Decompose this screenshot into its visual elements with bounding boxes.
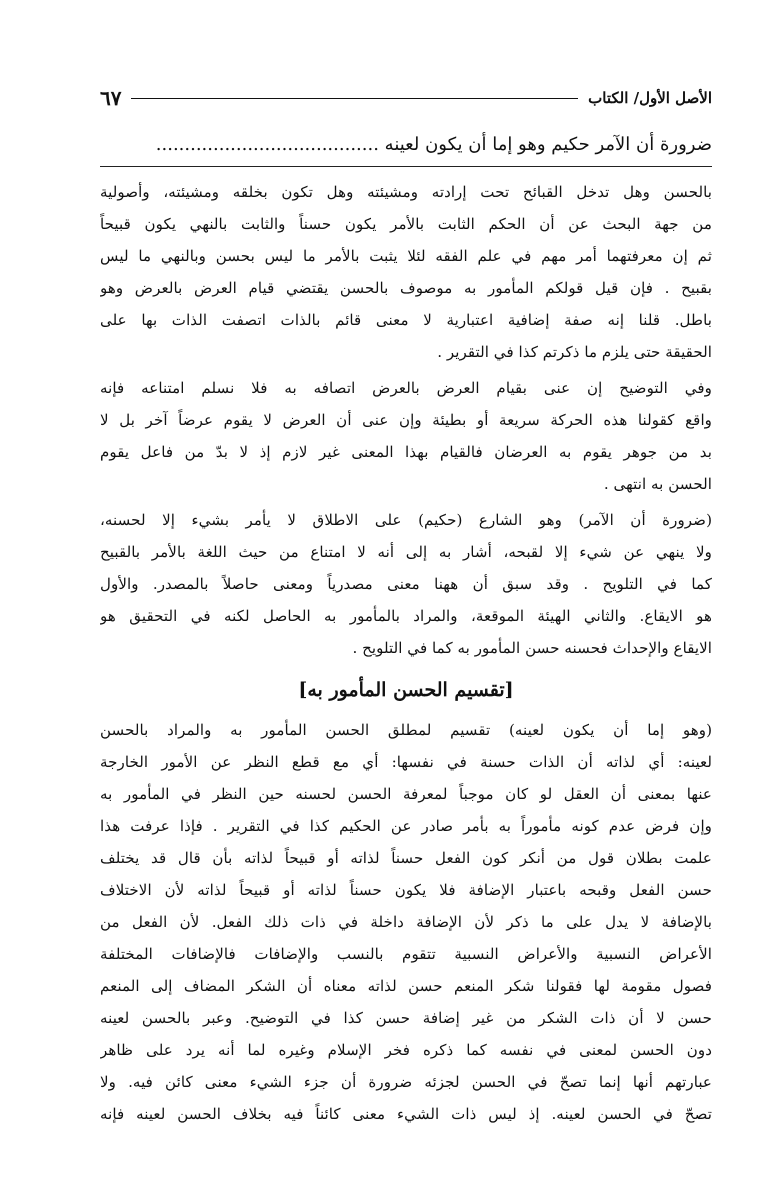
text-line: واقع كقولنا هذه الحركة سريعة أو بطيئة وإن عنى أن العرض لا يقوم عرضاً آخر بل لا: [100, 411, 712, 429]
text-line: بالإضافة لا يدل على ما ذكر لأن الإضافة داخلة في ذات ذلك الفعل. لأن الفعل من: [100, 913, 712, 931]
page-number: ٦٧: [100, 86, 122, 110]
text-line: هو الايقاع. والثاني الهيئة الموقعة، والمراد بالمأمور به الحاصل لكنه في التحقيق هو: [100, 607, 712, 625]
text-line: دون الحسن لمعنى في نفسه كما ذكره فخر الإسلام وغيره لما أنه يرد على ظاهر: [100, 1041, 712, 1059]
text-line: بد من جوهر يقوم به العرضان فالقيام بهذا المعنى غير لازم إذ لا بدّ من فاعل يقوم: [100, 443, 712, 461]
separator-rule: [100, 166, 712, 167]
text-line: بالحسن وهل تدخل القبائح تحت إرادته ومشيئته وهل تكون بخلقه ومشيئته، وأصولية: [100, 183, 712, 201]
text-line: ثم إن معرفتهما أمر مهم في علم الفقه لئلا يثبت بالأمر ما ليس بحسن وبالنهي ما ليس: [100, 247, 712, 265]
text-line: (ضرورة أن الآمر) وهو الشارع (حكيم) على الاطلاق لا يأمر بشيء إلا لحسنه،: [100, 511, 712, 529]
text-line: تصحّ في الحسن لعينه. إذ ليس ذات الشيء معنى كائناً فيه بخلاف الحسن لعينه فإنه: [100, 1105, 712, 1123]
text-line: ولا ينهي عن شيء إلا لقبحه، أشار به إلى أنه لا امتناع من حيث اللغة بالأمر بالقبيح: [100, 543, 712, 561]
matn-text: ضرورة أن الآمر حكيم وهو إما أن يكون لعينه: [384, 134, 712, 155]
text-line: حسن لا أن ذات الشكر من غير إضافة حسن كذا في التوضيح. وعبر بالحسن لعينه: [100, 1009, 712, 1027]
section-heading: [تقسيم الحسن المأمور به]: [298, 679, 514, 701]
text-line: الايقاع والإحداث فحسنه حسن المأمور به كما في التلويح .: [352, 639, 712, 657]
text-line: حسن الفعل وقبحه باعتبار الإضافة فلا يكون حسناً لذاته أو قبيحاً لذاته لأن الاختلاف: [100, 881, 712, 899]
header-rule: [131, 98, 578, 99]
commentary-body: [100, 176, 712, 1134]
running-header: [100, 84, 712, 112]
text-line: باطل. قلنا إنه صفة إضافية اعتبارية لا معنى قائم بالذات اتصفت الذات بها على: [100, 311, 712, 329]
text-line: كما في التلويح . وقد سبق أن ههنا معنى مصدرياً ومعنى حاصلاً بالمصدر. والأول: [100, 575, 712, 593]
text-line: الحقيقة حتى يلزم ما ذكرتم كذا في التقرير .: [437, 343, 712, 361]
paragraph-2: [100, 372, 712, 500]
text-line: وإن فرض عدم كونه مأموراً به بأمر صادر عن الحكيم كذا في التقرير . فإذا عرفت هذا: [100, 817, 712, 835]
text-line: وفي التوضيح إن عنى بقيام العرض بالعرض اتصافه به فلا نسلم امتناعه فإنه: [100, 379, 712, 397]
text-line: عبارتهم أنها إنما تصحّ في الحسن لجزئه ضرورة أن جزء الشيء معنى كائن فيه. ولا: [100, 1073, 712, 1091]
text-line: لعينه: أي لذاته أن الذات حسنة في نفسها: أي مع قطع النظر عن الأمور الخارجة: [100, 753, 712, 771]
paragraph-4: [100, 714, 712, 1130]
text-line: بقبيح . فإن قيل قولكم المأمور به موصوف بالحسن يقتضي قيام العرض بالعرض وهو: [100, 279, 712, 297]
paragraph-3: [100, 504, 712, 664]
text-line: عنها بمعنى أن العقل لو كان موجباً لمعرفة الحسن لحسنه حين النظر في المأمور به: [100, 785, 712, 803]
header-title: الأصل الأول/ الكتاب: [588, 89, 712, 107]
text-line: الأعراض النسبية والأعراض النسبية تتقوم بالنسب والإضافات فالإضافات المختلفة: [100, 945, 712, 963]
matn-dots: .......................................: [155, 134, 379, 155]
matn-line: [100, 128, 712, 162]
text-line: فصول مقومة لها فقولنا شكر المنعم حسن لذاته معناه أن الشكر المضاف إلى المنعم: [100, 977, 712, 995]
text-line: علمت بطلان قول من أنكر كون الفعل حسناً لذاته أو قبيحاً لذاته بأن قال قد يختلف: [100, 849, 712, 867]
text-line: (وهو إما أن يكون لعينه) تقسيم لمطلق الحسن المأمور به والمراد بالحسن: [100, 721, 712, 739]
paragraph-1: [100, 176, 712, 368]
text-line: الحسن به انتهى .: [603, 475, 712, 493]
text-line: من جهة البحث عن أن الحكم الثابت بالأمر يكون حسناً والثابت بالنهي يكون قبيحاً: [100, 215, 712, 233]
